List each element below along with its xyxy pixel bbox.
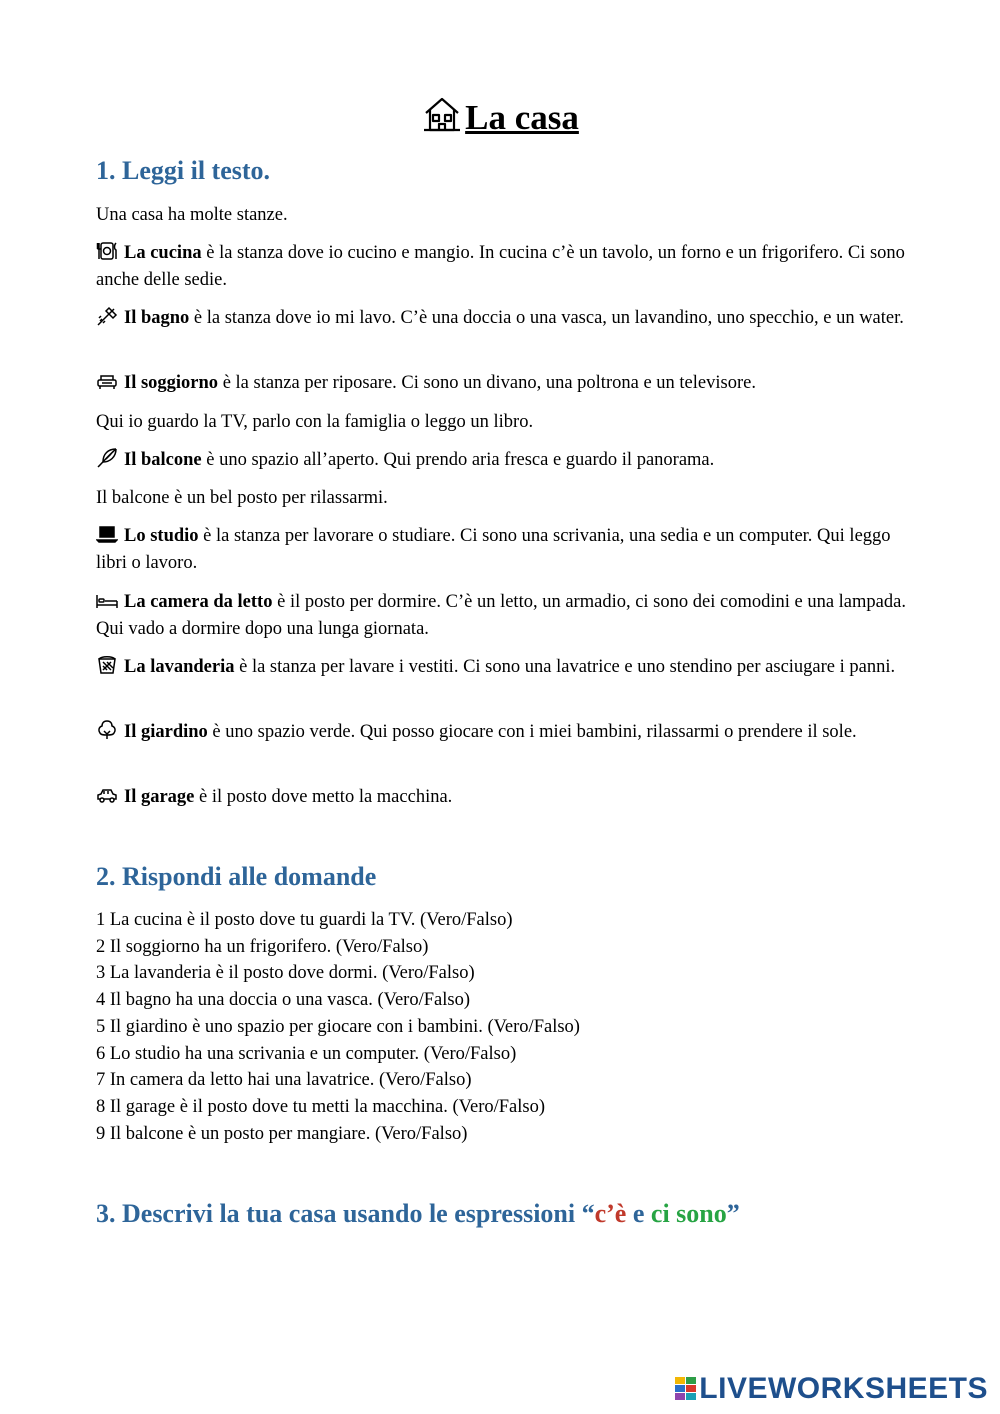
liveworksheets-logo-text: LIVEWORKSHEETS <box>699 1372 988 1405</box>
liveworksheets-logo <box>675 1374 988 1404</box>
bed-icon <box>96 590 118 610</box>
basket-icon <box>96 655 118 675</box>
room-paragraph-studio: Lo studio è la stanza per lavorare o studiare. Ci sono una scrivania, una sedia e un computer. Qui leggo libri o lavoro. <box>96 526 891 573</box>
room-paragraph-lavanderia: La lavanderia è la stanza per lavare i vestiti. Ci sono una lavatrice e uno stendino per asciugare i panni. <box>96 654 906 681</box>
room-paragraph-camera: La camera da letto è il posto per dormire. C’è un letto, un armadio, ci sono dei comodini e una lampada. Qui vado a dormire dopo una lunga giornata. <box>96 592 906 639</box>
section-3-heading: 3. Descrivi la tua casa usando le espressioni “c’è e ci sono” <box>96 1199 740 1228</box>
laptop-icon <box>96 524 118 544</box>
question-item: 4 Il bagno ha una doccia o una vasca. (Vero/Falso) <box>96 990 470 1011</box>
house-icon <box>423 95 461 148</box>
section-2-heading: 2. Rispondi alle domande <box>96 862 377 891</box>
room-paragraph-bagno: Il bagno è la stanza dove io mi lavo. C’è una doccia o una vasca, un lavandino, uno specchio, e un water. <box>96 305 906 332</box>
liveworksheets-logo-icon <box>675 1377 697 1401</box>
room-paragraph-cucina: La cucina è la stanza dove io cucino e mangio. In cucina c’è un tavolo, un forno e un frigorifero. Ci sono anche delle sedie. <box>96 243 905 290</box>
question-list <box>96 907 580 1147</box>
intro-text: Una casa ha molte stanze. <box>96 205 288 225</box>
sofa-icon <box>96 371 118 391</box>
room-paragraph-soggiorno: Il soggiorno è la stanza per riposare. Ci sono un divano, una poltrona e un televisore. <box>96 370 906 397</box>
soggiorno-extra-text: Qui io guardo la TV, parlo con la famiglia o leggo un libro. <box>96 412 534 432</box>
ce-expression: c’è <box>594 1199 627 1228</box>
question-item: 5 Il giardino è uno spazio per giocare con i bambini. (Vero/Falso) <box>96 1016 580 1037</box>
room-paragraph-balcone: Il balcone è uno spazio all’aperto. Qui prendo aria fresca e guardo il panorama. <box>96 447 906 474</box>
ci-sono-expression: ci sono <box>650 1199 727 1228</box>
shower-icon <box>96 306 118 326</box>
question-item: 7 In camera da letto hai una lavatrice. (Vero/Falso) <box>96 1070 472 1091</box>
balcone-extra-text: Il balcone è un bel posto per rilassarmi. <box>96 488 388 508</box>
page-title <box>96 92 906 148</box>
question-item: 6 Lo studio ha una scrivania e un computer. (Vero/Falso) <box>96 1043 517 1064</box>
question-item: 8 Il garage è il posto dove tu metti la macchina. (Vero/Falso) <box>96 1096 546 1117</box>
question-item: 1 La cucina è il posto dove tu guardi la TV. (Vero/Falso) <box>96 910 513 930</box>
page-title-text: La casa <box>465 98 579 137</box>
room-paragraph-giardino: Il giardino è uno spazio verde. Qui posso giocare con i miei bambini, rilassarmi o prendere il sole. <box>96 719 906 746</box>
car-icon <box>96 785 118 805</box>
plate-icon <box>96 241 118 261</box>
room-paragraph-garage: Il garage è il posto dove metto la macchina. <box>96 784 906 811</box>
tree-icon <box>96 720 118 740</box>
leaf-icon <box>96 448 118 468</box>
question-item: 3 La lavanderia è il posto dove dormi. (Vero/Falso) <box>96 963 475 984</box>
question-item: 9 Il balcone è un posto per mangiare. (Vero/Falso) <box>96 1123 468 1144</box>
question-item: 2 Il soggiorno ha un frigorifero. (Vero/Falso) <box>96 936 429 957</box>
section-1-heading: 1. Leggi il testo. <box>96 156 271 185</box>
